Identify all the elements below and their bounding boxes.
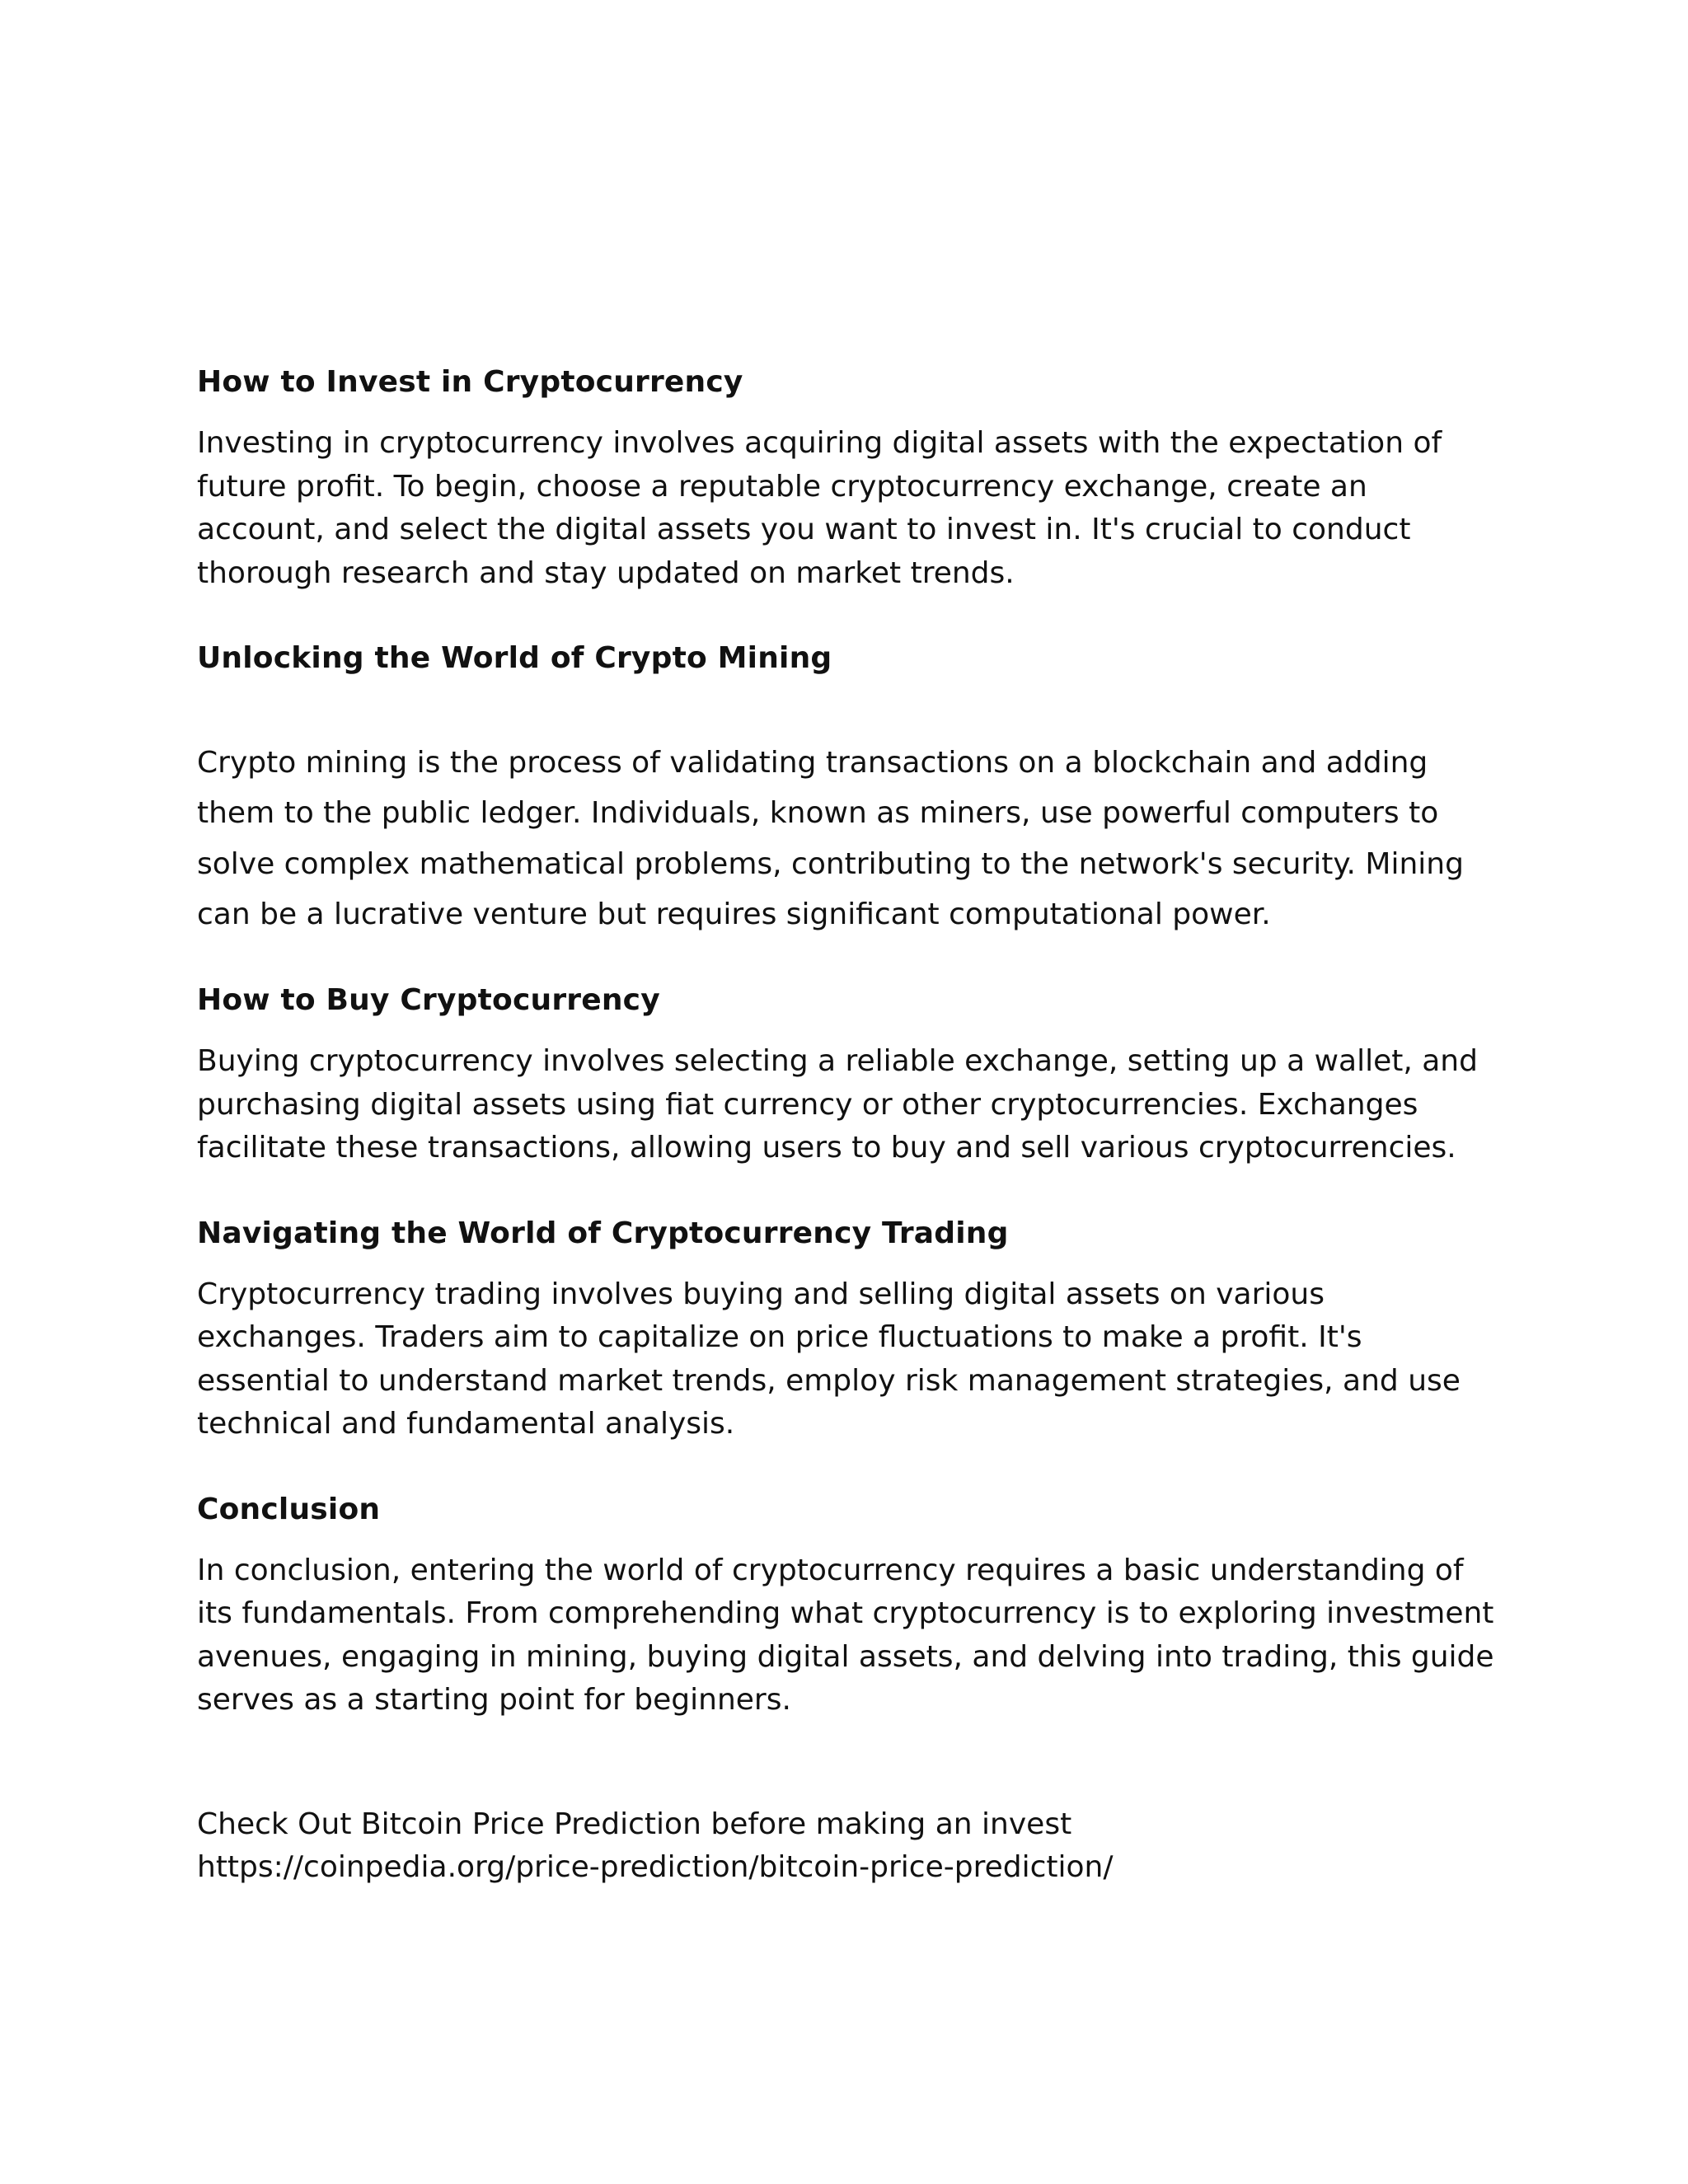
heading-buy: How to Buy Cryptocurrency	[197, 983, 660, 1018]
paragraph-invest: Investing in cryptocurrency involves acquiring digital assets with the expectation of future profit. To begin, choose a reputable cryptocurrency exchange, create an account, and select the digital assets you want to invest in. It's crucial to conduct thorough research and stay updated on market trends.	[197, 426, 1442, 590]
heading-conclusion: Conclusion	[197, 1492, 381, 1526]
cta-text: Check Out Bitcoin Price Prediction before making an invest	[197, 1807, 1072, 1841]
cta-link[interactable]: https://coinpedia.org/price-prediction/bitcoin-price-prediction/	[197, 1850, 1114, 1885]
cta-block	[197, 1803, 1499, 1890]
heading-trading: Navigating the World of Cryptocurrency Trading	[197, 1216, 1009, 1250]
paragraph-conclusion: In conclusion, entering the world of cryptocurrency requires a basic understanding of its fundamentals. From comprehending what cryptocurrency is to exploring investment avenues, engaging in mining, buying digital assets, and delving into trading, this guide serves as a starting point for beginners.	[197, 1553, 1494, 1718]
paragraph-mining: Crypto mining is the process of validating transactions on a blockchain and adding them to the public ledger. Individuals, known as miners, use powerful computers to solve complex mathematical problems, contributing to the network's security. Mining can be a lucrative venture but requires significant computational power.	[197, 746, 1464, 931]
document-content	[197, 363, 1499, 1890]
heading-invest: How to Invest in Cryptocurrency	[197, 365, 743, 399]
paragraph-trading: Cryptocurrency trading involves buying and selling digital assets on various exchanges. Traders aim to capitalize on price fluctuations to make a profit. It's essential to understand market trends, employ risk management strategies, and use technical and fundamental analysis.	[197, 1277, 1461, 1441]
heading-mining: Unlocking the World of Crypto Mining	[197, 641, 832, 675]
paragraph-buy: Buying cryptocurrency involves selecting a reliable exchange, setting up a wallet, and purchasing digital assets using fiat currency or other cryptocurrencies. Exchanges facilitate these transactions, allowing users to buy and sell various cryptocurrencies.	[197, 1044, 1478, 1165]
